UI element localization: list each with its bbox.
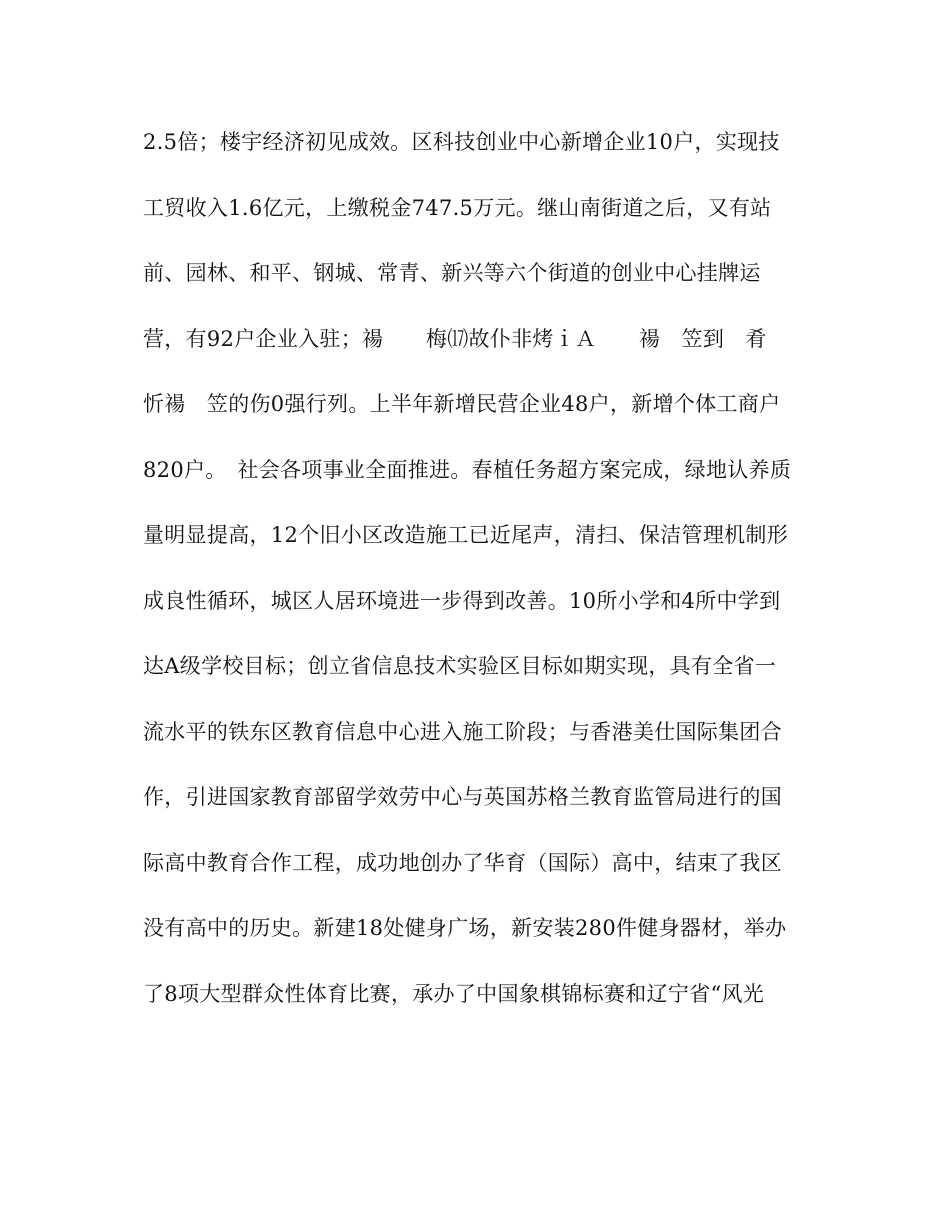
- text-line: 流水平的铁东区教育信息中心进入施工阶段；与香港美仕国际集团合: [143, 719, 782, 744]
- text-line: 达A级学校目标；创立省信息技术实验区目标如期实现，具有全省一: [143, 654, 777, 678]
- text-line: 忻禓 笠的伤0强行列。上半年新增民营企业48户，新增个体工商户: [143, 392, 781, 416]
- text-line: 前、园林、和平、钢城、常青、新兴等六个街道的创业中心挂牌运: [143, 261, 761, 285]
- text-line: 营，有92户企业入驻；禓 梅⒄故仆非烤ｉＡ 禓 笠到 肴: [143, 326, 767, 351]
- text-line: 成良性循环，城区人居环境进一步得到改善。10所小学和4所中学到: [143, 588, 781, 613]
- text-line: 工贸收入1.6亿元，上缴税金747.5万元。继山南街道之后，又有站: [143, 195, 772, 220]
- text-line: 量明显提高，12个旧小区改造施工已近尾声，清扫、保洁管理机制形: [143, 523, 789, 547]
- text-line: 际高中教育合作工程，成功地创办了华育（国际）高中，结束了我区: [143, 850, 782, 875]
- text-line: 2.5倍；楼宇经济初见成效。区科技创业中心新增企业10户，实现技: [143, 130, 780, 154]
- body-text: [143, 122, 823, 1039]
- text-line: 作，引进国家教育部留学效劳中心与英国苏格兰教育监管局进行的国: [143, 785, 782, 809]
- text-line: 了8项大型群众性体育比赛，承办了中国象棋锦标赛和辽宁省“风光: [143, 981, 765, 1006]
- text-line: 820户。 社会各项事业全面推进。春植任务超方案完成，绿地认养质: [143, 457, 792, 482]
- text-line: 没有高中的历史。新建18处健身广场，新安装280件健身器材，举办: [143, 916, 787, 940]
